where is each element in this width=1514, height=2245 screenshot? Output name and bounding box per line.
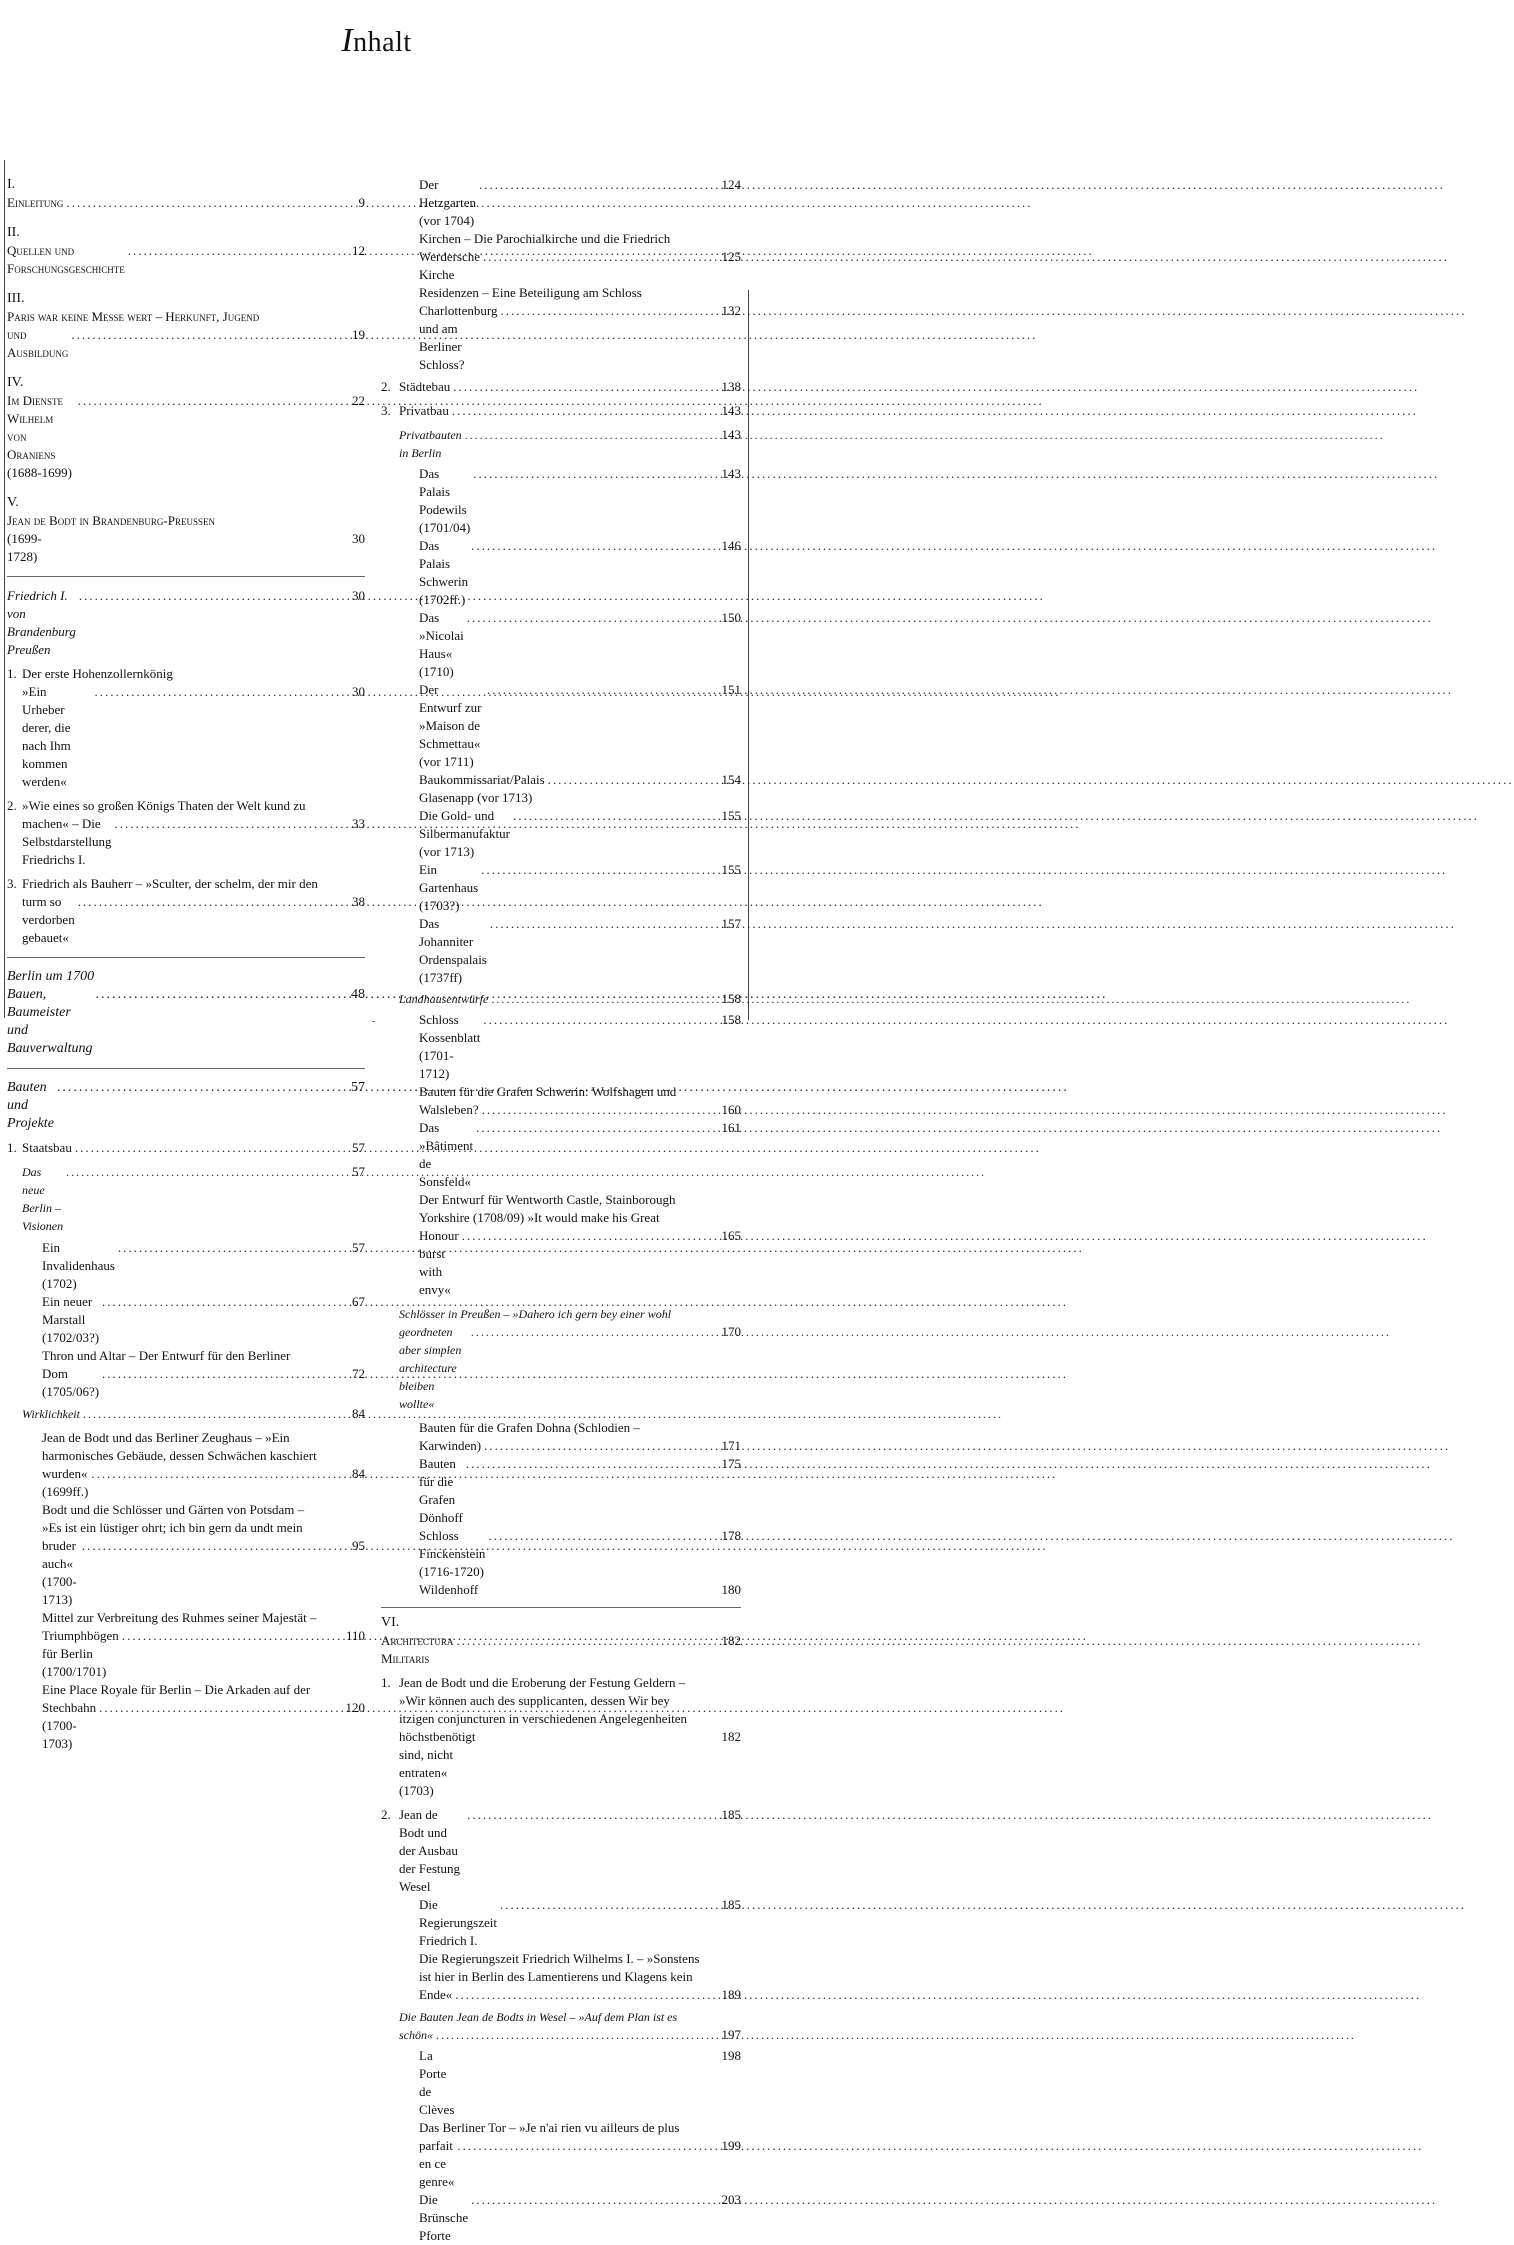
entry-title: Die Brünsche Pforte — [419, 2192, 469, 2243]
leader-dots — [57, 1079, 342, 1097]
toc-entry-part-4[interactable] — [7, 392, 365, 482]
leader-dots — [66, 1163, 342, 1181]
entry-page: 161 — [721, 1120, 741, 1135]
entry-page: 160 — [721, 1102, 741, 1117]
entry-page: 38 — [352, 894, 365, 909]
toc-entry-wentworth[interactable] — [381, 1191, 741, 1299]
entry-title-line: Die Regierungszeit Friedrich Wilhelms I. – »Sonstens — [419, 1951, 700, 1966]
toc-entry-privatbauten-berlin[interactable] — [381, 426, 741, 462]
entry-page: 84 — [352, 1406, 365, 1421]
entry-title: Landhausentwürfe — [399, 992, 489, 1006]
entry-title: Das neue Berlin – Visionen — [22, 1165, 64, 1233]
entry-page: 30 — [352, 588, 365, 603]
entry-page: 67 — [352, 1294, 365, 1309]
entry-title: bruder auch« (1700-1713) — [42, 1538, 77, 1607]
entry-page: 175 — [721, 1456, 741, 1471]
leader-dots — [465, 426, 718, 444]
leader-dots — [479, 176, 718, 194]
entry-title: Privatbau — [399, 403, 449, 418]
leader-dots — [476, 1119, 718, 1137]
entry-page: 158 — [721, 991, 741, 1006]
toc-entry-place-royale[interactable] — [7, 1681, 365, 1753]
toc-entry-sonsfeld[interactable] — [381, 1119, 741, 1191]
entry-page: 33 — [352, 816, 365, 831]
entry-title-line: itzigen conjuncturen in verschiedenen Angelegenheiten — [399, 1711, 688, 1726]
entry-number: 3. — [7, 876, 17, 891]
entry-title: »Ein Urheber derer, die nach Ihm kommen werden« — [22, 684, 71, 789]
entry-title: Honour burst with envy« — [419, 1228, 459, 1297]
page-bottom-mark: - — [372, 1016, 376, 1027]
leader-dots — [71, 326, 342, 344]
toc-entry-hetzgarten[interactable] — [381, 176, 741, 230]
entry-title: Charlottenburg und am Berliner Schloss? — [419, 303, 498, 372]
leader-dots — [122, 1627, 342, 1645]
entry-page: 138 — [721, 379, 741, 394]
entry-title: Schloss Kossenblatt (1701-1712) — [419, 1012, 481, 1081]
entry-page: 185 — [721, 1897, 741, 1912]
toc-entry-bauten-wesel[interactable] — [381, 2008, 741, 2044]
entry-title-line: Paris war keine Messe wert – Herkunft, Jugend — [7, 309, 260, 324]
toc-entry-dom[interactable] — [7, 1347, 365, 1401]
entry-title: Die Regierungszeit Friedrich I. — [419, 1897, 497, 1948]
toc-right-column — [381, 176, 741, 2245]
entry-title-line: Jean de Bodt in Brandenburg-Preussen — [7, 513, 215, 528]
entry-title: Schloss Finckenstein (1716-1720) — [419, 1528, 486, 1579]
entry-page: 110 — [345, 1628, 365, 1643]
entry-title-line: Der Entwurf für Wentworth Castle, Stainborough — [419, 1192, 676, 1207]
entry-page: 84 — [352, 1466, 365, 1481]
entry-page: 143 — [721, 403, 741, 418]
section-divider — [7, 576, 365, 577]
entry-page: 57 — [352, 1164, 365, 1179]
entry-title: Wirklichkeit — [22, 1407, 80, 1421]
leader-dots — [128, 242, 342, 260]
entry-title-line: Bodt und die Schlösser und Gärten von Potsdam – — [42, 1502, 305, 1517]
toc-entry-part-3[interactable] — [7, 326, 365, 362]
entry-title-line: Residenzen – Eine Beteiligung am Schloss — [419, 285, 642, 300]
toc-entry-neues-berlin[interactable] — [7, 1163, 365, 1235]
entry-page: 182 — [721, 1633, 741, 1648]
toc-entry-porte-cleves[interactable] — [381, 2047, 741, 2119]
entry-number: 2. — [381, 1807, 391, 1822]
entry-title-line: Kirchen – Die Parochialkirche und die Friedrich — [419, 231, 671, 246]
toc-entry-berliner-tor[interactable] — [381, 2119, 741, 2191]
entry-title-line: Friedrich als Bauherr – »Sculter, der schelm, der mir den — [22, 876, 318, 891]
leader-dots — [491, 990, 718, 1008]
entry-title: Das »Bâtiment de Sonsfeld« — [419, 1120, 474, 1189]
title-initial: I — [341, 22, 354, 59]
entry-title-line: Das Berliner Tor – »Je n'ai rien vu ailleurs de plus — [419, 2120, 680, 2135]
toc-entry-landhausentwuerfe[interactable] — [381, 990, 741, 1008]
entry-page: 9 — [358, 195, 365, 210]
toc-entry-wesel[interactable] — [381, 1806, 741, 1896]
entry-title: und Ausbildung — [7, 327, 69, 360]
entry-page: 125 — [721, 249, 741, 264]
entry-title: Bauen, Baumeister und Bauverwaltung — [7, 987, 93, 1056]
entry-number: 1. — [381, 1675, 391, 1690]
entry-title: Im Dienste Wilhelm von Oraniens (1688-1699) — [7, 393, 72, 480]
entry-page: 198 — [721, 2048, 741, 2063]
entry-title: Ende« — [419, 1987, 453, 2002]
entry-title: Quellen und Forschungsgeschichte — [7, 243, 125, 276]
leader-dots — [99, 1699, 342, 1717]
entry-title: Dom (1705/06?) — [42, 1366, 100, 1399]
toc-entry-schwerin[interactable] — [381, 537, 741, 609]
leader-dots — [82, 1537, 342, 1555]
toc-entry-kossenblatt[interactable] — [381, 1011, 741, 1083]
entry-title-line: Thron und Altar – Der Entwurf für den Berliner — [42, 1348, 291, 1363]
entry-page: 12 — [352, 243, 365, 258]
toc-entry-wolfshagen[interactable] — [381, 1083, 741, 1119]
toc-entry-staatsbau[interactable] — [7, 1139, 365, 1157]
toc-entry-regierung-friedrich[interactable] — [381, 1896, 741, 1950]
leader-dots — [94, 683, 342, 701]
toc-entry-friedrich[interactable] — [7, 587, 365, 659]
leader-dots — [78, 392, 342, 410]
toc-entry-part-1[interactable] — [7, 194, 365, 212]
entry-page: 57 — [352, 1140, 365, 1155]
entry-page: 199 — [721, 2138, 741, 2153]
entry-page: 203 — [721, 2192, 741, 2207]
leader-dots — [471, 1323, 718, 1341]
entry-title: Das Palais Schwerin (1702ff.) — [419, 538, 469, 607]
entry-title: Bauten und Projekte — [7, 1080, 54, 1131]
leader-dots — [483, 248, 718, 266]
leader-dots — [455, 1986, 718, 2004]
toc-entry-nicolai[interactable] — [381, 609, 741, 681]
entry-title: Das Palais Podewils (1701/04) — [419, 466, 471, 535]
entry-page: 57 — [352, 1240, 365, 1255]
entry-title: Werdersche Kirche — [419, 249, 481, 282]
entry-title-line: Berlin um 1700 — [7, 969, 95, 984]
part-6-number: VI. — [381, 1615, 400, 1630]
leader-dots — [500, 302, 718, 320]
toc-entry-dohna[interactable] — [381, 1419, 741, 1455]
entry-title: Wildenhoff — [419, 1582, 479, 1597]
entry-title: geordneten aber simplen architecture bleiben wollte« — [399, 1325, 462, 1411]
section-divider — [7, 1068, 365, 1069]
entry-page: 120 — [345, 1700, 365, 1715]
toc-entry-doenhoff[interactable] — [381, 1455, 741, 1527]
entry-title: Städtebau — [399, 379, 451, 394]
toc-entry-f1[interactable] — [7, 665, 365, 791]
entry-title: Der Entwurf zur »Maison de Schmettau« (vor 1711) — [419, 682, 482, 769]
entry-title: Bauten für die Grafen Dönhoff — [419, 1456, 463, 1525]
entry-page: 48 — [351, 987, 365, 1002]
entry-title: parfait en ce genre« — [419, 2138, 455, 2189]
entry-title: (1699-1728) — [7, 531, 42, 564]
entry-page: 95 — [352, 1538, 365, 1553]
entry-page: 22 — [352, 393, 365, 408]
toc-entry-privatbau[interactable] — [381, 402, 741, 420]
entry-title-line: Jean de Bodt und die Eroberung der Festung Geldern – — [399, 1675, 686, 1690]
leader-dots — [481, 861, 718, 879]
leader-dots — [118, 1239, 342, 1257]
entry-title: höchstbenötigt sind, nicht entraten« (1703) — [399, 1729, 476, 1798]
entry-page: 30 — [352, 531, 365, 546]
entry-page: 185 — [721, 1807, 741, 1822]
entry-page: 165 — [721, 1228, 741, 1243]
leader-dots — [66, 194, 342, 212]
entry-title: Einleitung — [7, 195, 64, 210]
leader-dots — [548, 771, 718, 789]
entry-title: schön« — [399, 2028, 433, 2042]
toc-entry-triumphboegen[interactable] — [7, 1609, 365, 1681]
leader-dots — [473, 465, 718, 483]
toc-entry-bruensche-pforte[interactable] — [381, 2191, 741, 2245]
toc-entry-schmettau[interactable] — [381, 681, 741, 771]
toc-entry-potsdam[interactable] — [7, 1501, 365, 1609]
toc-entry-part-2[interactable] — [7, 242, 365, 278]
part-2-number: II. — [7, 225, 20, 240]
leader-dots — [78, 893, 342, 911]
toc-entry-marstall[interactable] — [7, 1293, 365, 1347]
toc-entry-schloesser-preussen[interactable] — [381, 1305, 741, 1413]
entry-title: machen« – Die Selbstdarstellung Friedrichs I. — [22, 816, 112, 867]
leader-dots — [83, 1405, 342, 1423]
entry-page: 132 — [721, 303, 741, 318]
toc-entry-f3[interactable] — [7, 875, 365, 947]
entry-page: 189 — [721, 1987, 741, 2002]
left-margin-rule — [4, 160, 5, 1018]
toc-entry-regierung-fw[interactable] — [381, 1950, 741, 2004]
entry-page: 155 — [721, 862, 741, 877]
entry-page: 170 — [721, 1324, 741, 1339]
leader-dots — [79, 587, 342, 605]
toc-entry-finckenstein[interactable] — [381, 1527, 741, 1581]
entry-title: Die Gold- und Silbermanufaktur (vor 1713) — [419, 808, 510, 859]
part-1-number: I. — [7, 177, 16, 192]
entry-page: 171 — [721, 1438, 741, 1453]
entry-title-line: »Wie eines so großen Königs Thaten der Welt kund zu — [22, 798, 306, 813]
leader-dots — [471, 2191, 718, 2209]
entry-title: Privatbauten in Berlin — [399, 428, 462, 460]
title-rest: nhalt — [353, 27, 412, 58]
entry-title-line: ist hier in Berlin des Lamentierens und Klagens kein — [419, 1969, 693, 1984]
entry-title: Karwinden) — [419, 1438, 482, 1453]
toc-left-column — [7, 176, 365, 1753]
leader-dots — [483, 1011, 718, 1029]
leader-dots — [490, 915, 718, 933]
toc-entry-part-5[interactable] — [7, 530, 365, 566]
entry-title: Baukommissariat/Palais Glasenapp (vor 1713) — [419, 772, 545, 805]
leader-dots — [462, 1227, 718, 1245]
toc-entry-part-6[interactable] — [381, 1632, 741, 1668]
entry-title: Jean de Bodt und der Ausbau der Festung Wesel — [399, 1807, 461, 1894]
entry-page: 150 — [721, 610, 741, 625]
entry-page: 197 — [721, 2027, 741, 2042]
toc-entry-podewils[interactable] — [381, 465, 741, 537]
toc-entry-f2[interactable] — [7, 797, 365, 869]
toc-entry-glasenapp[interactable] — [381, 771, 741, 807]
entry-number: 1. — [7, 666, 17, 681]
entry-title-line: Mittel zur Verbreitung des Ruhmes seiner Majestät – — [42, 1610, 317, 1625]
entry-page: 151 — [721, 682, 741, 697]
leader-dots — [513, 807, 718, 825]
entry-title: Stechbahn (1700-1703) — [42, 1700, 97, 1751]
entry-page: 182 — [721, 1729, 741, 1744]
entry-number: 1. — [7, 1140, 17, 1155]
part-4-number: IV. — [7, 375, 24, 390]
leader-dots — [487, 681, 718, 699]
entry-title-line: Bauten für die Grafen Dohna (Schlodien – — [419, 1420, 640, 1435]
toc-entry-manufaktur[interactable] — [381, 807, 741, 861]
entry-page: 155 — [721, 808, 741, 823]
part-5-number: V. — [7, 495, 19, 510]
toc-entry-berlin[interactable] — [7, 986, 365, 1058]
entry-page: 143 — [721, 466, 741, 481]
leader-dots — [482, 1101, 718, 1119]
entry-page: 72 — [352, 1366, 365, 1381]
entry-number: 3. — [381, 403, 391, 418]
leader-dots — [467, 609, 718, 627]
leader-dots — [456, 1632, 718, 1650]
entry-title: Architectura Militaris — [381, 1633, 454, 1666]
entry-title: turm so verdorben gebauet« — [22, 894, 75, 945]
entry-number: 2. — [7, 798, 17, 813]
leader-dots — [484, 1437, 718, 1455]
entry-title-line: Schlösser in Preußen – »Dahero ich gern bey einer wohl — [399, 1307, 672, 1321]
entry-page: 124 — [721, 177, 741, 192]
entry-page: 158 — [721, 1012, 741, 1027]
entry-title: wurden« (1699ff.) — [42, 1466, 89, 1499]
entry-title-line: Jean de Bodt und das Berliner Zeughaus – »Ein — [42, 1430, 290, 1445]
entry-title: Triumphbögen für Berlin (1700/1701) — [42, 1628, 119, 1679]
entry-title-line: Bauten für die Grafen Schwerin: Wolfshagen und — [419, 1084, 677, 1099]
entry-page: 154 — [721, 772, 741, 787]
entry-title: Staatsbau — [22, 1140, 72, 1155]
leader-dots — [75, 1139, 342, 1157]
section-divider — [381, 1607, 741, 1608]
part-3-number: III. — [7, 291, 25, 306]
entry-page: 146 — [721, 538, 741, 553]
leader-dots — [488, 1527, 718, 1545]
entry-title-line: harmonisches Gebäude, dessen Schwächen kaschiert — [42, 1448, 317, 1463]
entry-number: 2. — [381, 379, 391, 394]
leader-dots — [500, 1896, 718, 1914]
entry-title: Friedrich I. von Brandenburg Preußen — [7, 588, 76, 657]
entry-title-line: Yorkshire (1708/09) »It would make his Great — [419, 1210, 660, 1225]
entry-title-line: Eine Place Royale für Berlin – Die Arkaden auf der — [42, 1682, 311, 1697]
toc-entry-staedtebau[interactable] — [381, 378, 741, 396]
toc-entry-gartenhaus[interactable] — [381, 861, 741, 915]
leader-dots — [102, 1293, 342, 1311]
entry-title: Das Johanniter Ordenspalais (1737ff) — [419, 916, 487, 985]
toc-entry-residenzen[interactable] — [381, 284, 741, 374]
toc-entry-kirchen[interactable] — [381, 230, 741, 284]
entry-title-line: Der erste Hohenzollernkönig — [22, 666, 173, 681]
leader-dots — [436, 2026, 718, 2044]
leader-dots — [102, 1365, 342, 1383]
toc-entry-wildenhoff[interactable] — [381, 1581, 741, 1599]
toc-entry-bauten-projekte[interactable] — [7, 1079, 365, 1133]
leader-dots — [466, 1455, 718, 1473]
leader-dots — [457, 2137, 718, 2155]
entry-title: Das »Nicolai Haus« (1710) — [419, 610, 464, 679]
entry-title-line: Die Bauten Jean de Bodts in Wesel – »Auf dem Plan ist es — [399, 2010, 678, 2024]
section-divider — [7, 957, 365, 958]
leader-dots — [467, 1806, 718, 1824]
entry-title: Ein neuer Marstall (1702/03?) — [42, 1294, 100, 1345]
leader-dots — [91, 1465, 342, 1483]
leader-dots — [115, 815, 342, 833]
toc-entry-geldern[interactable] — [381, 1674, 741, 1800]
leader-dots — [96, 986, 342, 1004]
leader-dots — [453, 378, 718, 396]
entry-page: 143 — [721, 427, 741, 442]
leader-dots — [452, 402, 718, 420]
page-title — [0, 22, 753, 60]
entry-title-line: »Es ist ein lüstiger ohrt; ich bin gern da undt mein — [42, 1520, 303, 1535]
entry-title-line: »Wir können auch des supplicanten, dessen Wir bey — [399, 1693, 670, 1708]
toc-entry-invalidenhaus[interactable] — [7, 1239, 365, 1293]
entry-page: 19 — [352, 327, 365, 342]
entry-page: 30 — [352, 684, 365, 699]
entry-title: Ein Invalidenhaus (1702) — [42, 1240, 115, 1291]
entry-page: 180 — [721, 1582, 741, 1597]
entry-page: 57 — [351, 1080, 365, 1095]
toc-entry-ordenspalais[interactable] — [381, 915, 741, 987]
toc-entry-wirklichkeit[interactable] — [7, 1405, 365, 1423]
entry-title: Ein Gartenhaus (1703?) — [419, 862, 479, 913]
entry-title: Der Hetzgarten (vor 1704) — [419, 177, 477, 228]
leader-dots — [471, 537, 718, 555]
entry-page: 178 — [721, 1528, 741, 1543]
toc-entry-zeughaus[interactable] — [7, 1429, 365, 1501]
entry-title: Walsleben? — [419, 1102, 479, 1117]
entry-page: 157 — [721, 916, 741, 931]
entry-title: La Porte de Clèves — [419, 2048, 455, 2117]
